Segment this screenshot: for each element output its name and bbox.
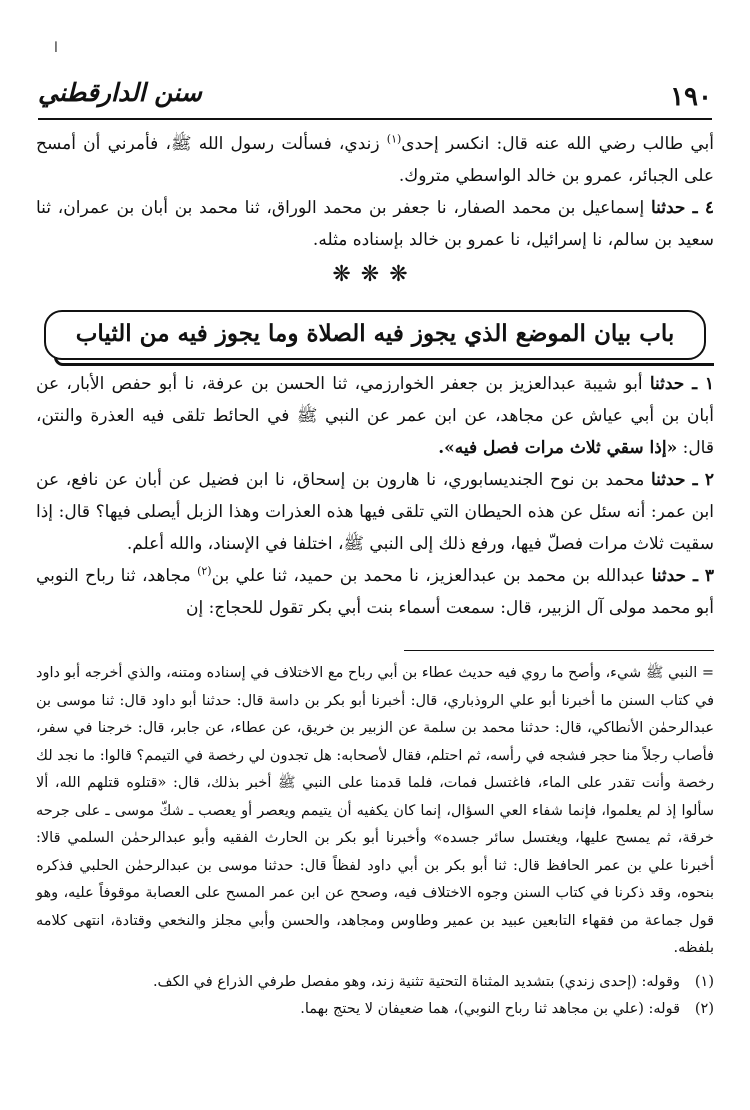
separator-stars: ❋❋❋ bbox=[332, 262, 418, 287]
footnote-divider bbox=[404, 650, 714, 651]
page-header bbox=[38, 78, 712, 120]
footnote-ref-2: (٢) bbox=[197, 564, 212, 578]
footnote-list bbox=[36, 969, 714, 1024]
hadith-3: ٣ ـ حدثنا عبدالله بن محمد بن عبدالعزيز، نا محمد بن حميد، ثنا علي بن$^{(٢)}$ مجاهد، ثنا رباح النوبي أبو محمد مولى آل الزبير، قال: سمعت أسماء بنت أبي بكر تقول للحجاج: إن bbox=[36, 564, 714, 618]
continuation-paragraph: أبي طالب رضي الله عنه قال: انكسر إحدى$^{(١)}$ زندي، فسألت رسول الله ﷺ، فأمرني أن أمسح على الجبائر، عمرو بن خالد الواسطي متروك. bbox=[36, 132, 714, 186]
hadith-quote: «إذا سقي ثلاث مرات فصل فيه». bbox=[438, 438, 678, 458]
hadith-4: ٤ ـ حدثنا إسماعيل بن محمد الصفار، نا جعفر بن محمد الوراق، ثنا محمد بن أبان بن عمران، ثنا سعيد بن سالم، نا إسرائيل، نا عمرو بن خالد بإسناده مثله. bbox=[36, 198, 714, 250]
footnote-text: وقوله: (إحدى زندي) بتشديد المثناة التحتية تثنية زند، وهو مفصل طرفي الذراع في الكف. bbox=[152, 973, 680, 990]
footnote-text: قوله: (علي بن مجاهد ثنا رباح النوبي)، هما ضعيفان لا يحتج بهما. bbox=[300, 1001, 680, 1017]
footnote-2 bbox=[36, 996, 714, 1024]
hadith-1: ١ ـ حدثنا أبو شيبة عبدالعزيز بن جعفر الخوارزمي، ثنا الحسن بن عرفة، نا أبو حفص الأبار، عن أبان بن أبي عياش عن مجاهد، عن ابن عمر عن النبي ﷺ في الحائط تلقى فيه العذرة والنتن، قال: «إذا سقي ثلاث مرات فصل فيه». bbox=[36, 374, 714, 458]
corner-mark: ا bbox=[54, 40, 58, 56]
footnote-1 bbox=[36, 969, 714, 997]
page-number: ١٩٠ bbox=[670, 82, 712, 112]
hadith-label: ٢ ـ حدثنا bbox=[651, 470, 714, 490]
running-title: سنن الدارقطني bbox=[38, 78, 202, 107]
hadith-list bbox=[36, 368, 714, 624]
chapter-title-box bbox=[44, 310, 706, 360]
hadith-2: ٢ ـ حدثنا محمد بن نوح الجنديسابوري، نا هارون بن إسحاق، نا ابن فضيل عن أبان عن نافع، عن ابن عمر: أنه سئل عن هذه الحيطان التي تلقى فيها هذه العذرات وهذا الزبل أيصلى فيها؟ قال: إذا سقيت ثلاث مرات فصلّ فيها، ورفع ذلك إلى النبي ﷺ، اختلفا في الإسناد، والله أعلم. bbox=[36, 470, 714, 554]
hadith-label: ٤ ـ حدثنا bbox=[650, 198, 714, 218]
hadith-label: ٣ ـ حدثنا bbox=[651, 566, 714, 586]
footnote-number: (٢) bbox=[694, 1001, 714, 1017]
top-text bbox=[36, 128, 714, 256]
chapter-title: باب بيان الموضع الذي يجوز فيه الصلاة وما يجوز فيه من الثياب bbox=[75, 320, 675, 347]
footnote-ref-1: (١) bbox=[386, 132, 402, 146]
hadith-label: ١ ـ حدثنا bbox=[649, 374, 714, 394]
footnote-number: (١) bbox=[694, 973, 714, 990]
footnote-continuation: = النبي ﷺ شيء، وأصح ما روي فيه حديث عطاء بن أبي رباح مع الاختلاف في إسناده ومتنه، والذي أخرجه أبو داود في كتاب السنن ما أخبرنا أبو علي الروذباري، قال: أخبرنا أبو بكر بن داسة قال: حدثنا أبو داود قال: ثنا موسى بن عبدالرحمٰن الأنطاكي، قال: حدثنا محمد بن سلمة عن الزبير بن خريق، عن عطاء، عن جابر، قال: خرجنا في سفر، فأصاب رجلاً منا حجر فشجه في رأسه، ثم احتلم، فقال لأصحابه: هل تجدون لي رخصة في التيمم؟ قالوا: ما نجد لك رخصة وأنت تقدر على الماء، فاغتسل فمات، فلما قدمنا على النبي ﷺ أخبر بذلك، قال: «قتلوه قتلهم الله، ألا سألوا إذ لم يعلموا، فإنما شفاء العي السؤال، إنما كان يكفيه أن يتيمم ويعصر أو يعصب ـ شكّ موسى ـ على جرحه خرقة، ثم يمسح عليها، ويغتسل سائر جسده» وأخبرنا أبو بكر بن الحارث الفقيه وأبو عبدالرحمٰن السلمي قالا: أخبرنا علي بن عمر الحافظ قال: ثنا أبو بكر بن أبي داود لفظاً قال: حدثنا موسى بن عبدالرحمٰن الحلبي فذكره بنحوه، وقد ذكرنا في كتاب السنن وجوه الاختلاف فيه، وصحح عن ابن عمر المسح على العصابة موقوفاً عليه، وهو قول جماعة من فقهاء التابعين عبيد بن عمير وطاوس ومجاهد، والحسن وأبي مجلز والنخعي وقتادة، انتهى كلامه بلفظه. bbox=[36, 665, 714, 956]
footnotes bbox=[36, 660, 714, 1024]
